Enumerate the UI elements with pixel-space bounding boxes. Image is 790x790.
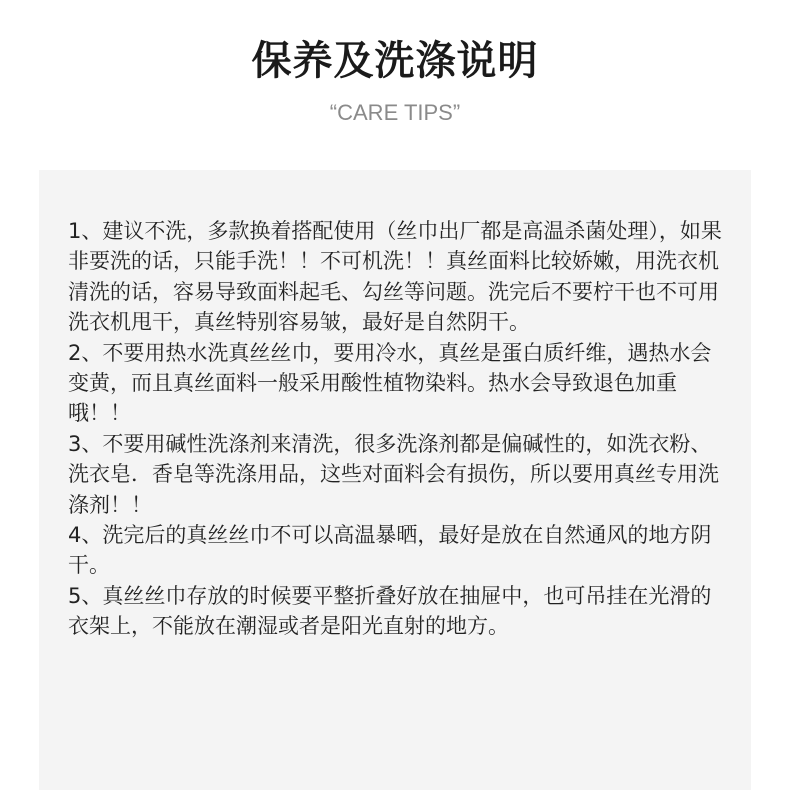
care-tips-list xyxy=(68,216,728,642)
care-tip-3: 3、不要用碱性洗涤剂来清洗，很多洗涤剂都是偏碱性的，如洗衣粉、洗衣皂．香皂等洗涤用品，这些对面料会有损伤，所以要用真丝专用洗涤剂！！ xyxy=(68,431,719,517)
care-tip-2: 2、不要用热水洗真丝丝巾，要用冷水，真丝是蛋白质纤维，遇热水会变黄，而且真丝面料一般采用酸性植物染料。热水会导致退色加重哦！！ xyxy=(68,340,712,426)
care-tip-5: 5、真丝丝巾存放的时候要平整折叠好放在抽屉中，也可吊挂在光滑的衣架上，不能放在潮湿或者是阳光直射的地方。 xyxy=(68,583,712,639)
care-tip-1: 1、建议不洗，多款换着搭配使用（丝巾出厂都是高温杀菌处理），如果非要洗的话，只能手洗！！不可机洗！！真丝面料比较娇嫩，用洗衣机清洗的话，容易导致面料起毛、勾丝等问题。洗完后不要柠干也不可用洗衣机甩干，真丝特别容易皱，最好是自然阴干。 xyxy=(68,219,722,335)
care-tips-panel xyxy=(39,170,751,790)
care-tip-4: 4、洗完后的真丝丝巾不可以高温暴晒，最好是放在自然通风的地方阴干。 xyxy=(68,523,712,578)
page-subtitle: “CARE TIPS” xyxy=(329,100,461,125)
page-title: 保养及洗涤说明 xyxy=(251,38,539,84)
